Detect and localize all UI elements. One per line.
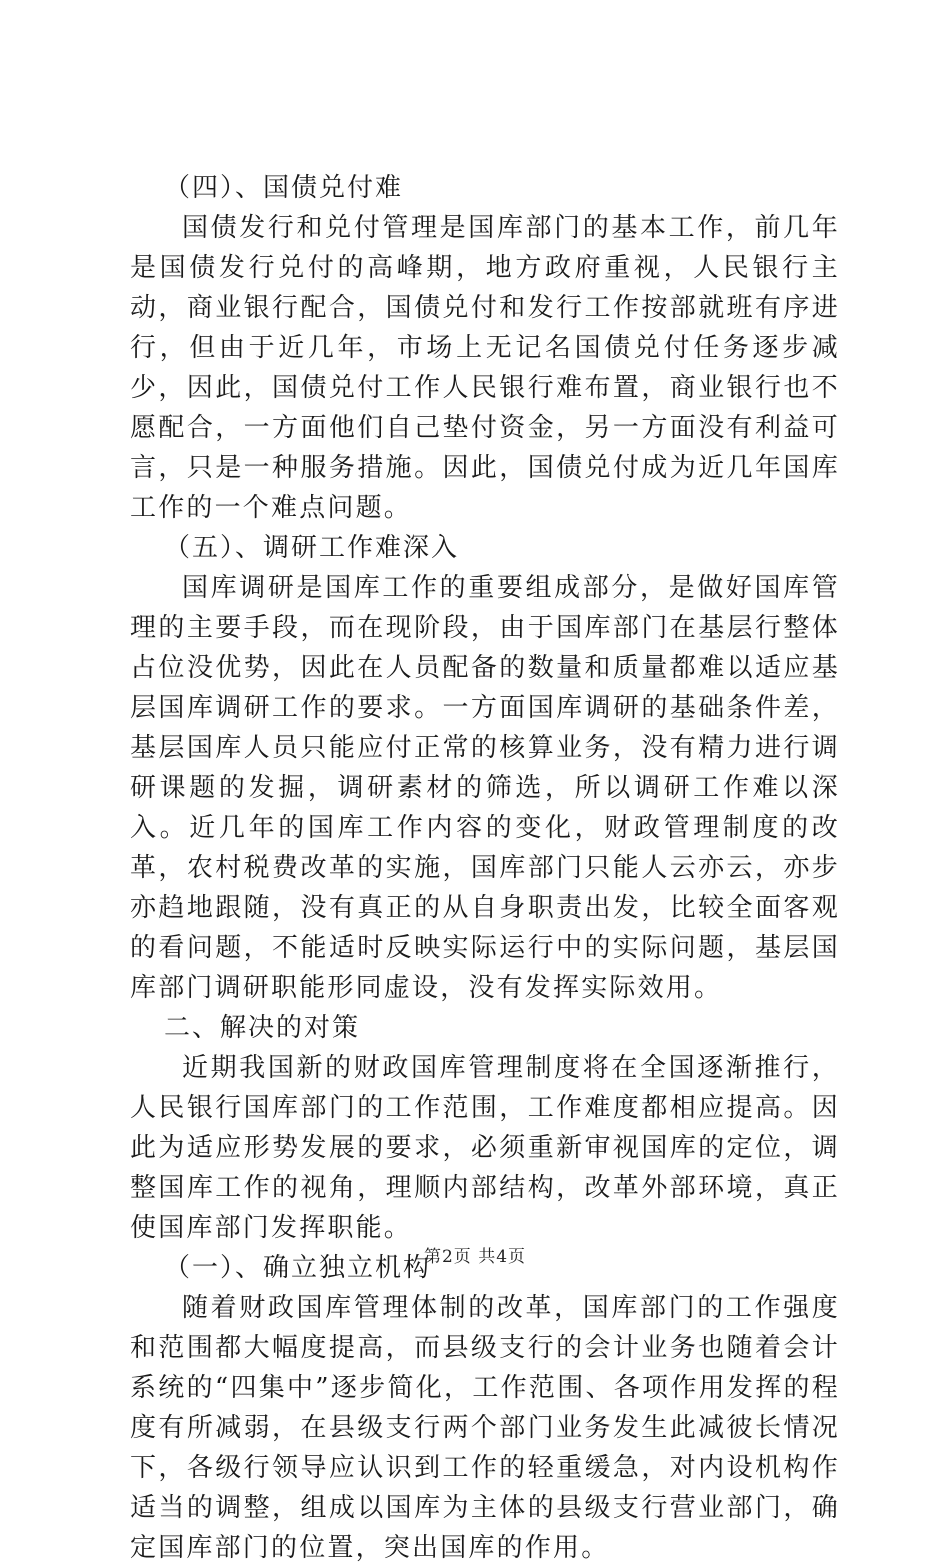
section-heading-1: （一）、确立独立机构 xyxy=(164,1253,432,1283)
body-paragraph: 近期我国新的财政国库管理制度将在全国逐渐推行，人民银行国库部门的工作范围，工作难度都相应提高。因此为适应形势发展的要求，必须重新审视国库的定位，调整国库工作的视角，理顺内部结构，改革外部环境，真正使国库部门发挥职能。 xyxy=(130,1053,840,1243)
document-body xyxy=(130,168,840,1568)
page-number-footer: 第2页 共4页 xyxy=(423,1247,527,1267)
body-paragraph: 国库调研是国库工作的重要组成部分，是做好国库管理的主要手段，而在现阶段，由于国库部门在基层行整体占位没优势，因此在人员配备的数量和质量都难以适应基层国库调研工作的要求。一方面国库调研的基础条件差，基层国库人员只能应付正常的核算业务，没有精力进行调研课题的发掘，调研素材的筛选，所以调研工作难以深入。近几年的国库工作内容的变化，财政管理制度的改革，农村税费改革的实施，国库部门只能人云亦云，亦步亦趋地跟随，没有真正的从自身职责出发，比较全面客观的看问题，不能适时反映实际运行中的实际问题，基层国库部门调研职能形同虚设，没有发挥实际效用。 xyxy=(130,573,840,1003)
section-heading-4: （四）、国债兑付难 xyxy=(164,173,404,203)
body-paragraph: 随着财政国库管理体制的改革，国库部门的工作强度和范围都大幅度提高，而县级支行的会计业务也随着会计系统的“四集中”逐步简化，工作范围、各项作用发挥的程度有所减弱，在县级支行两个部门业务发生此减彼长情况下，各级行领导应认识到工作的轻重缓急，对内设机构作适当的调整，组成以国库为主体的县级支行营业部门，确定国库部门的位置，突出国库的作用。 xyxy=(130,1293,840,1563)
section-heading-5: （五）、调研工作难深入 xyxy=(164,533,460,563)
body-paragraph: 国债发行和兑付管理是国库部门的基本工作，前几年是国债发行兑付的高峰期，地方政府重视，人民银行主动，商业银行配合，国债兑付和发行工作按部就班有序进行，但由于近几年，市场上无记名国债兑付任务逐步减少，因此，国债兑付工作人民银行难布置，商业银行也不愿配合，一方面他们自己垫付资金，另一方面没有利益可言，只是一种服务措施。因此，国债兑付成为近几年国库工作的一个难点问题。 xyxy=(130,213,840,523)
section-heading-countermeasures: 二、解决的对策 xyxy=(164,1013,361,1043)
